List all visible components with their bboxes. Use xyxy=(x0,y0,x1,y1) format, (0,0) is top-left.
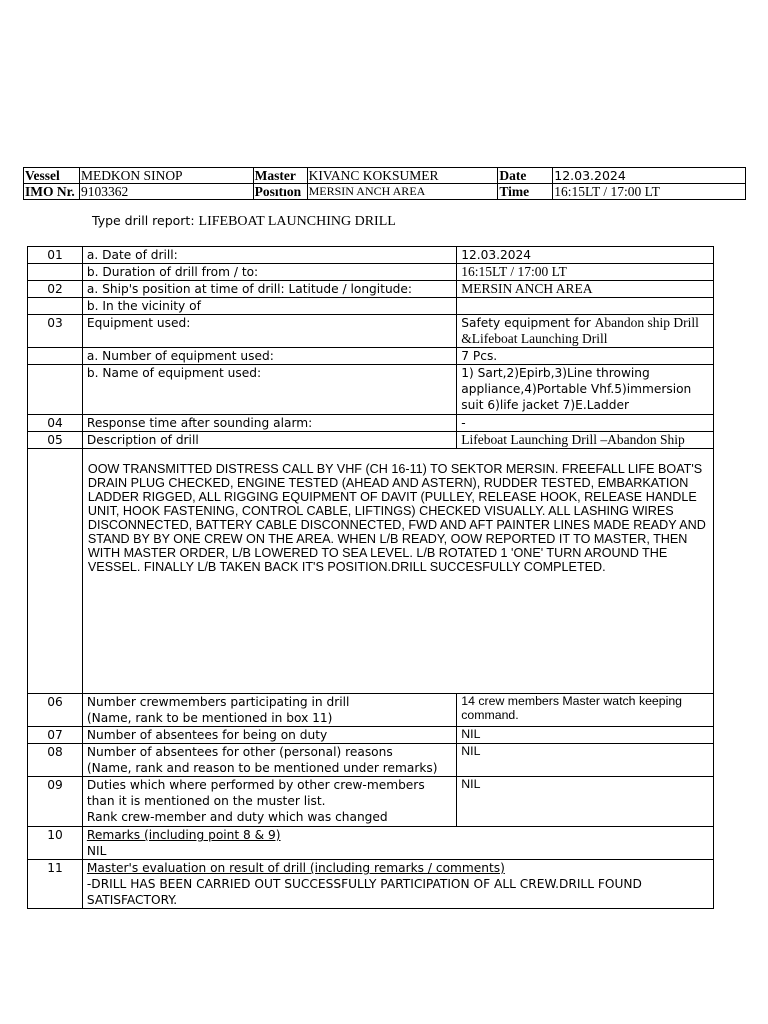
vessel-header-table xyxy=(23,167,746,200)
remarks-cell xyxy=(82,827,713,860)
drill-report-table xyxy=(27,246,714,909)
row-02a xyxy=(28,281,714,298)
name-of-equipment-value: 1) Sart,2)Epirb,3)Line throwing appliance,4)Portable Vhf.5)immersion suit 6)life jacket 7)E.Ladder xyxy=(457,365,714,415)
row-07 xyxy=(28,727,714,744)
row-11 xyxy=(28,860,714,909)
position-value: MERSIN ANCH AREA xyxy=(307,184,498,200)
master-value: KIVANC KOKSUMER xyxy=(307,168,498,184)
row-03b xyxy=(28,365,714,415)
row-06 xyxy=(28,694,714,727)
row-01a xyxy=(28,247,714,264)
row-05-description xyxy=(28,449,714,694)
time-label: Time xyxy=(498,184,553,200)
date-of-drill-label: a. Date of drill: xyxy=(82,247,456,264)
date-value: 12.03.2024 xyxy=(553,168,746,184)
name-of-equipment-label: b. Name of equipment used: xyxy=(82,365,456,415)
imo-value: 9103362 xyxy=(79,184,253,200)
remarks-value: NIL xyxy=(86,844,107,858)
drill-type-line xyxy=(92,213,396,230)
row-number: 03 xyxy=(28,315,83,348)
time-value: 16:15LT / 17:00 LT xyxy=(553,184,746,200)
ship-position-value: MERSIN ANCH AREA xyxy=(457,281,714,298)
ship-position-label: a. Ship's position at time of drill: Latitude / longitude: xyxy=(82,281,456,298)
master-evaluation-cell xyxy=(82,860,713,909)
header-row-2 xyxy=(24,184,746,200)
row-03 xyxy=(28,315,714,348)
row-09 xyxy=(28,777,714,827)
duration-label: b. Duration of drill from / to: xyxy=(82,264,456,281)
row-number: 10 xyxy=(28,827,83,860)
absentees-personal-label: Number of absentees for other (personal) reasons (Name, rank and reason to be mentioned under remarks) xyxy=(82,744,456,777)
row-10 xyxy=(28,827,714,860)
master-evaluation-label: Master's evaluation on result of drill (including remarks / comments) xyxy=(86,861,505,875)
vicinity-label: b. In the vicinity of xyxy=(82,298,456,315)
row-01b xyxy=(28,264,714,281)
row-05 xyxy=(28,432,714,449)
absentees-personal-value: NIL xyxy=(457,744,714,777)
row-number: 02 xyxy=(28,281,83,298)
date-of-drill-value: 12.03.2024 xyxy=(457,247,714,264)
equipment-used-value: Safety equipment for Abandon ship Drill &Lifeboat Launching Drill xyxy=(457,315,714,348)
description-label: Description of drill xyxy=(82,432,456,449)
row-08 xyxy=(28,744,714,777)
vessel-value: MEDKON SINOP xyxy=(79,168,253,184)
vessel-label: Vessel xyxy=(24,168,80,184)
number-of-equipment-label: a. Number of equipment used: xyxy=(82,348,456,365)
number-of-equipment-value: 7 Pcs. xyxy=(457,348,714,365)
response-time-value: - xyxy=(457,415,714,432)
row-02b xyxy=(28,298,714,315)
drill-type-value: LIFEBOAT LAUNCHING DRILL xyxy=(198,214,396,229)
row-03a xyxy=(28,348,714,365)
duration-value: 16:15LT / 17:00 LT xyxy=(457,264,714,281)
date-label: Date xyxy=(498,168,553,184)
drill-description-text: OOW TRANSMITTED DISTRESS CALL BY VHF (CH 16-11) TO SEKTOR MERSIN. FREEFALL LIFE BOAT'S DRAIN PLUG CHECKED, ENGINE TESTED (AHEAD AND ASTERN), RUDDER TESTED, EMBARKATION LADDER RIGGED, ALL RIGGING EQUIPMENT OF DAVIT (PULLEY, RELEASE HOOK, RELEASE HANDLE UNIT, HOOK FASTENING, CONTROL CABLE, LIFTINGS) CHECKED VISUALLY. ALL LASHING WIRES DISCONNECTED, BATTERY CABLE DISCONNECTED, FWD AND AFT PAINTER LINES MADE READY AND STAND BY BY ONE CREW ON THE AREA. WHEN L/B READY, OOW REPORTED IT TO MASTER, THEN WITH MASTER ORDER, L/B LOWERED TO SEA LEVEL. L/B ROTATED 1 'ONE' TURN AROUND THE VESSEL. FINALLY L/B TAKEN BACK IT'S POSITION.DRILL SUCCESFULLY COMPLETED. xyxy=(82,449,713,694)
crew-participating-label: Number crewmembers participating in drill (Name, rank to be mentioned in box 11) xyxy=(82,694,456,727)
imo-label: IMO Nr. xyxy=(24,184,80,200)
row-number: 06 xyxy=(28,694,83,727)
master-evaluation-value: -DRILL HAS BEEN CARRIED OUT SUCCESSFULLY PARTICIPATION OF ALL CREW.DRILL FOUND SATISFACTORY. xyxy=(86,877,642,907)
description-value: Lifeboat Launching Drill –Abandon Ship xyxy=(457,432,714,449)
vicinity-value xyxy=(457,298,714,315)
duties-changed-label: Duties which where performed by other crew-members than it is mentioned on the muster list. Rank crew-member and duty which was changed xyxy=(82,777,456,827)
crew-participating-value: 14 crew members Master watch keeping command. xyxy=(457,694,714,727)
header-row-1 xyxy=(24,168,746,184)
position-label: Posıtıon xyxy=(253,184,307,200)
row-04 xyxy=(28,415,714,432)
row-number: 05 xyxy=(28,432,83,449)
row-number: 11 xyxy=(28,860,83,909)
row-number: 08 xyxy=(28,744,83,777)
remarks-label: Remarks (including point 8 & 9) xyxy=(86,828,281,842)
row-number: 01 xyxy=(28,247,83,264)
equipment-used-label: Equipment used: xyxy=(82,315,456,348)
absentees-duty-label: Number of absentees for being on duty xyxy=(82,727,456,744)
response-time-label: Response time after sounding alarm: xyxy=(82,415,456,432)
row-number: 09 xyxy=(28,777,83,827)
row-number: 04 xyxy=(28,415,83,432)
duties-changed-value: NIL xyxy=(457,777,714,827)
drill-type-label: Type drill report: xyxy=(92,213,199,228)
master-label: Master xyxy=(253,168,307,184)
absentees-duty-value: NIL xyxy=(457,727,714,744)
row-number: 07 xyxy=(28,727,83,744)
